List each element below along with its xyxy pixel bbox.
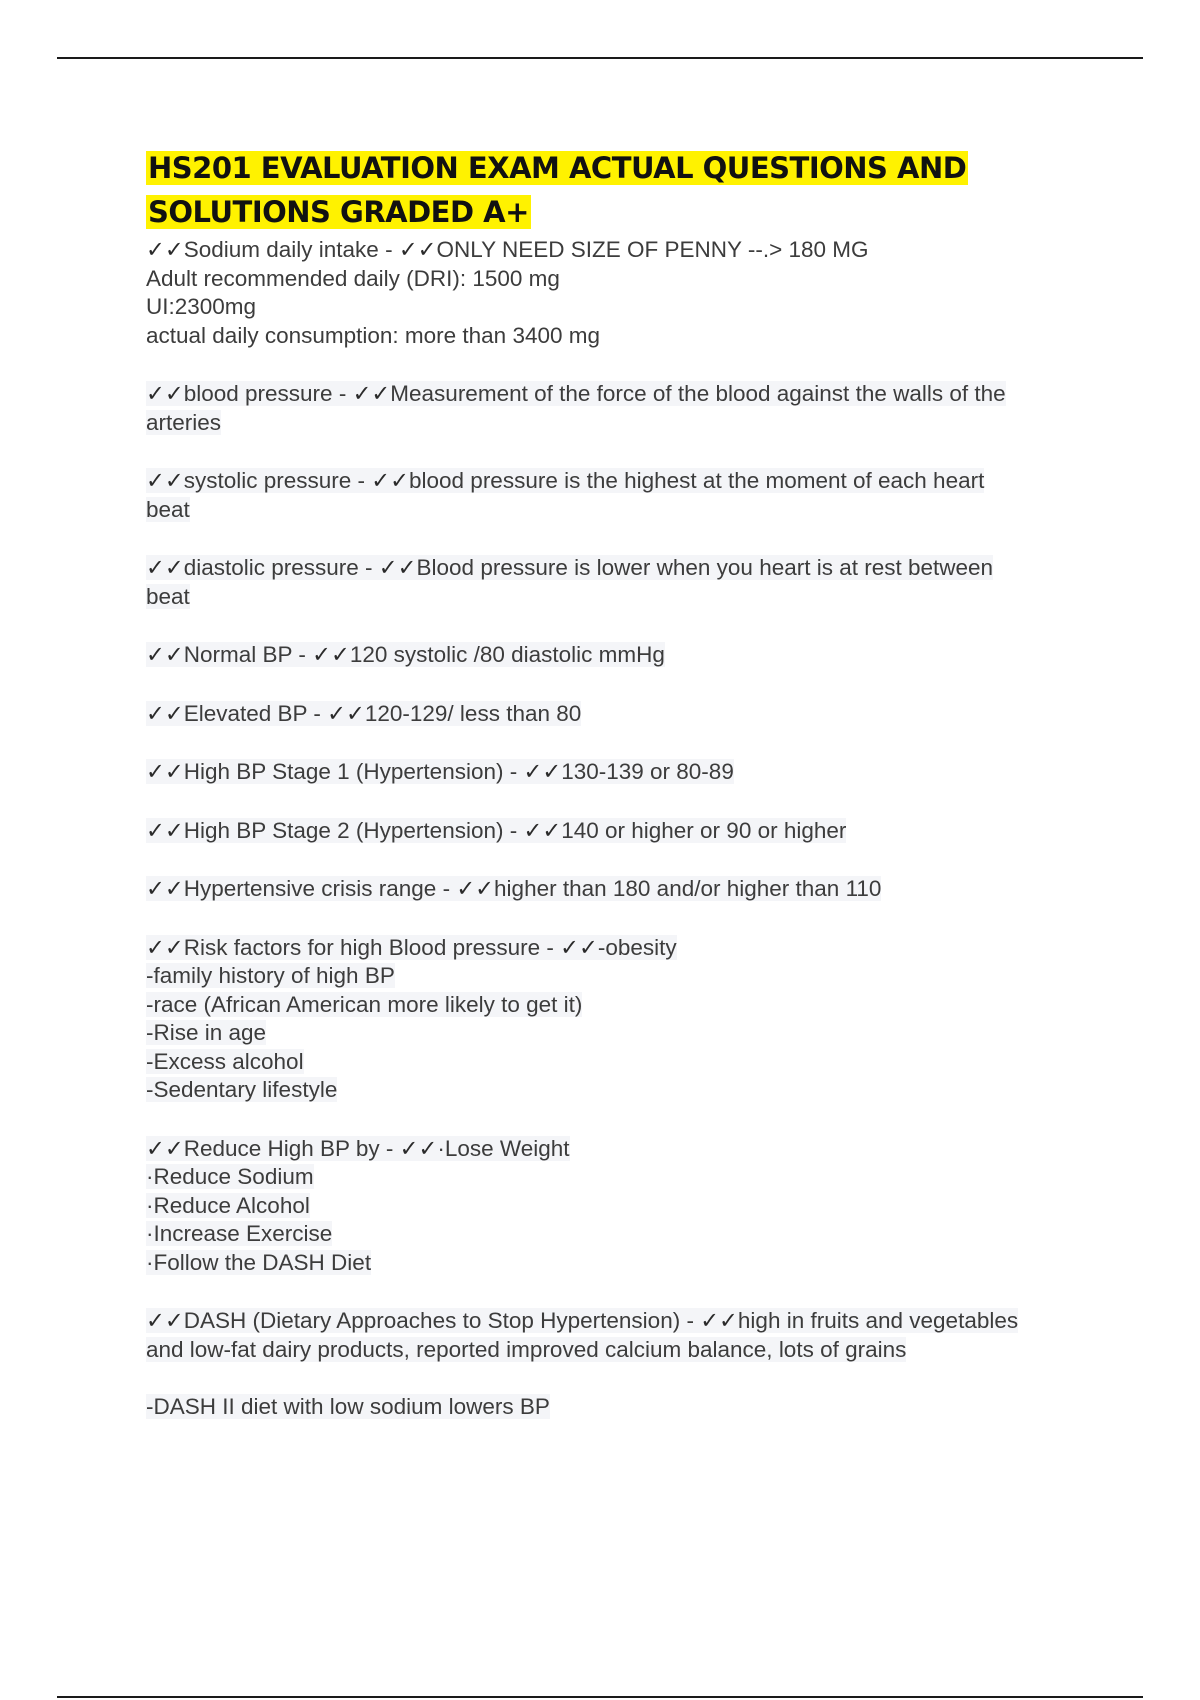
check-icon: ✓✓	[312, 642, 350, 667]
term-definition-text: ✓✓High BP Stage 1 (Hypertension) - ✓✓130-139 or 80-89	[146, 759, 734, 784]
flashcard-term-line	[146, 758, 1096, 787]
check-icon: ✓✓	[146, 876, 184, 901]
flashcard-extra-text: beat	[146, 583, 190, 609]
term-definition-text: ✓✓DASH (Dietary Approaches to Stop Hypertension) - ✓✓high in fruits and vegetables	[146, 1308, 1019, 1333]
flashcard-entry	[146, 467, 1096, 524]
flashcard-term: Reduce High BP by	[183, 1135, 380, 1161]
check-icon: ✓✓	[146, 555, 184, 580]
flashcard-extra-line	[146, 322, 1096, 351]
flashcard-definition: ·Lose Weight	[437, 1135, 570, 1161]
flashcard-term: diastolic pressure	[183, 555, 359, 580]
flashcard-extra-text: -DASH II diet with low sodium lowers BP	[146, 1393, 550, 1419]
flashcard-extra-line	[146, 991, 1096, 1020]
flashcard-term: systolic pressure	[183, 468, 352, 493]
check-icon: ✓✓	[146, 1308, 184, 1333]
flashcard-extra-line	[146, 1336, 1096, 1365]
term-definition-text: ✓✓Elevated BP - ✓✓120-129/ less than 80	[146, 700, 582, 726]
check-icon: ✓✓	[523, 817, 562, 843]
flashcard-term-line	[146, 934, 1096, 963]
flashcard-term: Risk factors for high Blood pressure	[183, 934, 541, 960]
check-icon: ✓✓	[146, 817, 184, 843]
document-body	[146, 146, 1096, 1451]
term-definition-text: ✓✓Normal BP - ✓✓120 systolic /80 diastolic mmHg	[146, 642, 665, 667]
check-icon: ✓✓	[352, 381, 391, 406]
flashcard-extra-text: ·Reduce Alcohol	[146, 1192, 310, 1218]
flashcard-extra-text: ·Follow the DASH Diet	[146, 1249, 372, 1275]
flashcard-extra-text: -Sedentary lifestyle	[146, 1077, 338, 1102]
flashcard-entry	[146, 380, 1096, 437]
flashcard-term-line	[146, 1307, 1096, 1336]
flashcard-term-line	[146, 1135, 1096, 1164]
flashcard-extra-text: beat	[146, 496, 190, 522]
flashcard-definition: 120 systolic /80 diastolic mmHg	[349, 642, 665, 667]
term-definition-text: ✓✓Hypertensive crisis range - ✓✓higher than 180 and/or higher than 110	[146, 876, 882, 901]
flashcard-term: DASH (Dietary Approaches to Stop Hypertension)	[183, 1308, 681, 1333]
flashcard-extra-text: -Excess alcohol	[146, 1048, 304, 1074]
check-icon: ✓✓	[146, 700, 184, 726]
flashcard-term-line	[146, 817, 1096, 846]
flashcard-extra-text: ·Increase Exercise	[146, 1221, 333, 1246]
flashcard-definition: 120-129/ less than 80	[364, 700, 582, 726]
flashcard-entry	[146, 934, 1096, 1105]
flashcard-entry	[146, 236, 1096, 350]
flashcard-extra-line	[146, 1163, 1096, 1192]
check-icon: ✓✓	[399, 1135, 438, 1161]
flashcard-extra-line	[146, 962, 1096, 991]
term-definition-text: ✓✓Risk factors for high Blood pressure - ✓✓-obesity	[146, 934, 677, 960]
flashcard-definition: 130-139 or 80-89	[561, 759, 734, 784]
flashcard-extra-text: actual daily consumption: more than 3400 mg	[146, 322, 601, 348]
flashcard-entry	[146, 700, 1096, 729]
flashcard-definition: high in fruits and vegetables	[737, 1308, 1019, 1333]
check-icon: ✓✓	[146, 1135, 184, 1161]
term-definition-text: ✓✓systolic pressure - ✓✓blood pressure is the highest at the moment of each heart	[146, 468, 985, 493]
flashcard-term-line	[146, 875, 1096, 904]
flashcard-extra-text: -family history of high BP	[146, 963, 395, 988]
flashcard-extra-line	[146, 583, 1096, 612]
flashcard-extra-line	[146, 1249, 1096, 1278]
check-icon: ✓✓	[523, 759, 562, 784]
flashcard-extra-text: -race (African American more likely to get it)	[146, 991, 583, 1017]
document-title	[146, 146, 1096, 234]
check-icon: ✓✓	[700, 1308, 738, 1333]
flashcard-term-line	[146, 554, 1096, 583]
flashcard-definition: higher than 180 and/or higher than 110	[494, 876, 882, 901]
flashcard-entry	[146, 817, 1096, 846]
flashcard-extra-line	[146, 1076, 1096, 1105]
footer-rule	[57, 1696, 1143, 1698]
flashcard-definition: -obesity	[597, 934, 677, 960]
flashcard-entry	[146, 1307, 1096, 1421]
flashcard-entry	[146, 641, 1096, 670]
flashcard-extra-line	[146, 1220, 1096, 1249]
flashcard-extra-line	[146, 265, 1096, 294]
term-definition-text: ✓✓Sodium daily intake - ✓✓ONLY NEED SIZE OF PENNY --.> 180 MG	[146, 237, 869, 262]
check-icon: ✓✓	[456, 876, 495, 901]
flashcard-extra-line	[146, 1192, 1096, 1221]
flashcard-term-line	[146, 467, 1096, 496]
flashcard-term: Hypertensive crisis range	[183, 876, 437, 901]
flashcard-extra-text: ·Reduce Sodium	[146, 1164, 314, 1189]
flashcard-definition: Measurement of the force of the blood against the walls of the	[390, 381, 1006, 406]
flashcard-entry	[146, 875, 1096, 904]
flashcard-term-line	[146, 700, 1096, 729]
flashcard-term: Elevated BP	[183, 700, 308, 726]
flashcard-extra-text: UI:2300mg	[146, 294, 257, 319]
flashcard-term: blood pressure	[183, 381, 333, 406]
check-icon: ✓✓	[398, 237, 437, 262]
flashcard-extra-line	[146, 409, 1096, 438]
flashcard-extra-line	[146, 293, 1096, 322]
flashcard-extra-text: -Rise in age	[146, 1020, 267, 1045]
flashcard-extra-line	[146, 1048, 1096, 1077]
flashcard-definition: blood pressure is the highest at the moment of each heart	[409, 468, 985, 493]
check-icon: ✓✓	[146, 381, 184, 406]
flashcard-extra-line	[146, 1019, 1096, 1048]
flashcard-entry	[146, 758, 1096, 787]
flashcard-term-line	[146, 236, 1096, 265]
flashcard-term: Normal BP	[183, 642, 293, 667]
header-rule	[57, 57, 1143, 59]
check-icon: ✓✓	[327, 700, 365, 726]
check-icon: ✓✓	[146, 759, 184, 784]
title-highlight: HS201 EVALUATION EXAM ACTUAL QUESTIONS AND SOLUTIONS GRADED A+	[148, 151, 967, 229]
flashcard-entry	[146, 1135, 1096, 1278]
check-icon: ✓✓	[371, 468, 409, 493]
flashcard-extra-text: and low-fat dairy products, reported improved calcium balance, lots of grains	[146, 1336, 907, 1362]
flashcard-entry	[146, 554, 1096, 611]
check-icon: ✓✓	[146, 237, 184, 262]
flashcard-list	[146, 236, 1096, 1421]
flashcard-extra-text: arteries	[146, 409, 222, 435]
check-icon: ✓✓	[378, 555, 417, 580]
term-definition-text: ✓✓blood pressure - ✓✓Measurement of the force of the blood against the walls of the	[146, 381, 1006, 406]
flashcard-extra-line	[146, 496, 1096, 525]
term-definition-text: ✓✓High BP Stage 2 (Hypertension) - ✓✓140 or higher or 90 or higher	[146, 817, 847, 843]
flashcard-definition: 140 or higher or 90 or higher	[561, 817, 847, 843]
flashcard-term: Sodium daily intake	[183, 237, 379, 262]
flashcard-term-line	[146, 641, 1096, 670]
flashcard-term: High BP Stage 1 (Hypertension)	[183, 759, 504, 784]
check-icon: ✓✓	[146, 934, 184, 960]
flashcard-term: High BP Stage 2 (Hypertension)	[183, 817, 504, 843]
term-definition-text: ✓✓Reduce High BP by - ✓✓·Lose Weight	[146, 1135, 570, 1161]
flashcard-definition: ONLY NEED SIZE OF PENNY --.> 180 MG	[436, 237, 869, 262]
check-icon: ✓✓	[146, 642, 184, 667]
term-definition-text: ✓✓diastolic pressure - ✓✓Blood pressure is lower when you heart is at rest between	[146, 555, 994, 580]
flashcard-extra-text: Adult recommended daily (DRI): 1500 mg	[146, 265, 560, 291]
flashcard-extra-line	[146, 1393, 1096, 1422]
check-icon: ✓✓	[146, 468, 184, 493]
check-icon: ✓✓	[560, 934, 598, 960]
flashcard-extra-line	[146, 1364, 1096, 1393]
flashcard-definition: Blood pressure is lower when you heart is at rest between	[416, 555, 994, 580]
flashcard-term-line	[146, 380, 1096, 409]
